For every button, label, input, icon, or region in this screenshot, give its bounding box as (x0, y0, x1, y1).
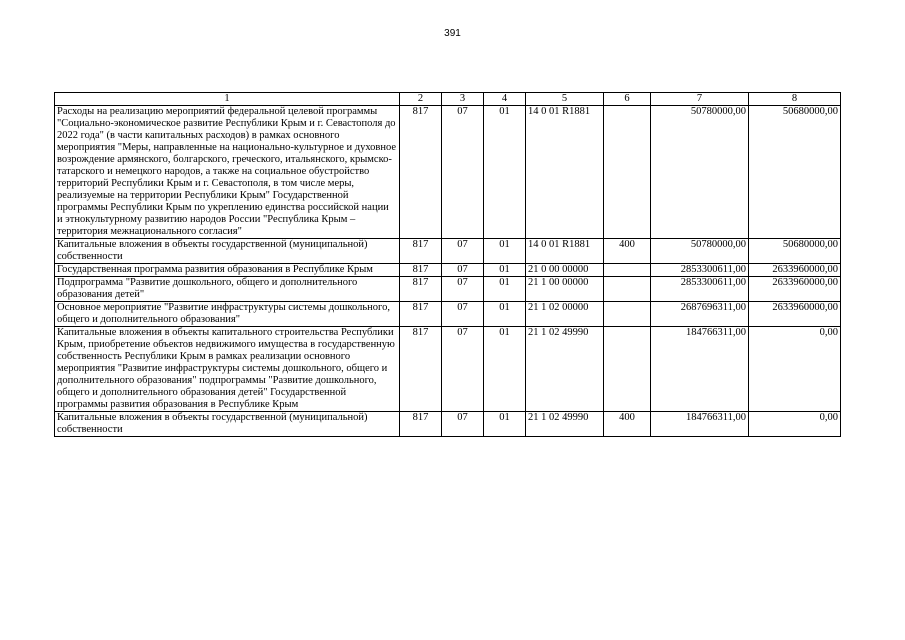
subsection-code: 01 (484, 239, 526, 264)
amount-year-2: 0,00 (749, 412, 841, 437)
amount-year-2: 2633960000,00 (749, 264, 841, 277)
amount-year-2: 2633960000,00 (749, 302, 841, 327)
header-cell: 2 (400, 93, 442, 106)
ministry-code: 817 (400, 106, 442, 239)
expense-type-code (604, 106, 651, 239)
amount-year-2: 2633960000,00 (749, 277, 841, 302)
expense-type-code: 400 (604, 412, 651, 437)
table-row (55, 106, 841, 239)
expense-type-code (604, 327, 651, 412)
amount-year-1: 50780000,00 (651, 106, 749, 239)
amount-year-2: 50680000,00 (749, 239, 841, 264)
target-article-code: 21 0 00 00000 (526, 264, 604, 277)
target-article-code: 14 0 01 R1881 (526, 239, 604, 264)
table-row (55, 264, 841, 277)
subsection-code: 01 (484, 277, 526, 302)
table-row (55, 277, 841, 302)
header-cell: 5 (526, 93, 604, 106)
row-description: Расходы на реализацию мероприятий федеральной целевой программы "Социально-экономическое развитие Республики Крым и г. Севастополя до 2022 года" (в части капитальных расходов) в рамках основного мероприятия "Меры, направленные на национально-культурное и духовное возрождение армянского, болгарского, греческого, итальянского, крымско-татарского и немецкого народов, а также на социальное обустройство территорий Республики Крым и г. Севастополя, в том числе меры, реализуемые на территории Республики Крым" Государственной программы Республики Крым по укреплению единства российской нации и этнокультурному развитию народов России "Республика Крым – территория межнационального согласия" (55, 106, 400, 239)
section-code: 07 (442, 106, 484, 239)
row-description: Подпрограмма "Развитие дошкольного, общего и дополнительного образования детей" (55, 277, 400, 302)
ministry-code: 817 (400, 302, 442, 327)
header-cell: 1 (55, 93, 400, 106)
amount-year-1: 2687696311,00 (651, 302, 749, 327)
header-cell: 7 (651, 93, 749, 106)
row-description: Капитальные вложения в объекты государственной (муниципальной) собственности (55, 412, 400, 437)
amount-year-1: 2853300611,00 (651, 277, 749, 302)
subsection-code: 01 (484, 264, 526, 277)
subsection-code: 01 (484, 302, 526, 327)
section-code: 07 (442, 239, 484, 264)
subsection-code: 01 (484, 327, 526, 412)
table-row (55, 302, 841, 327)
row-description: Капитальные вложения в объекты капитального строительства Республики Крым, приобретение объектов недвижимого имущества в государственную собственность Республики Крым в рамках реализации основного мероприятия "Развитие инфраструктуры системы дошкольного, общего и дополнительного образования" подпрограммы "Развитие дошкольного, общего и дополнительного образования детей" Государственной программы развития образования в Республике Крым (55, 327, 400, 412)
section-code: 07 (442, 277, 484, 302)
section-code: 07 (442, 264, 484, 277)
row-description: Капитальные вложения в объекты государственной (муниципальной) собственности (55, 239, 400, 264)
table-row (55, 412, 841, 437)
row-description: Государственная программа развития образования в Республике Крым (55, 264, 400, 277)
header-cell: 8 (749, 93, 841, 106)
section-code: 07 (442, 302, 484, 327)
amount-year-1: 50780000,00 (651, 239, 749, 264)
page-number: 391 (444, 28, 461, 39)
target-article-code: 21 1 02 49990 (526, 412, 604, 437)
header-cell: 6 (604, 93, 651, 106)
amount-year-2: 0,00 (749, 327, 841, 412)
subsection-code: 01 (484, 412, 526, 437)
table-row (55, 239, 841, 264)
budget-table (54, 92, 841, 437)
table-row (55, 327, 841, 412)
ministry-code: 817 (400, 264, 442, 277)
ministry-code: 817 (400, 277, 442, 302)
header-cell: 4 (484, 93, 526, 106)
header-row (55, 93, 841, 106)
row-description: Основное мероприятие "Развитие инфраструктуры системы дошкольного, общего и дополнительного образования" (55, 302, 400, 327)
section-code: 07 (442, 327, 484, 412)
target-article-code: 21 1 02 00000 (526, 302, 604, 327)
amount-year-1: 184766311,00 (651, 327, 749, 412)
target-article-code: 14 0 01 R1881 (526, 106, 604, 239)
expense-type-code: 400 (604, 239, 651, 264)
expense-type-code (604, 264, 651, 277)
subsection-code: 01 (484, 106, 526, 239)
header-cell: 3 (442, 93, 484, 106)
amount-year-1: 2853300611,00 (651, 264, 749, 277)
expense-type-code (604, 277, 651, 302)
ministry-code: 817 (400, 327, 442, 412)
ministry-code: 817 (400, 412, 442, 437)
target-article-code: 21 1 02 49990 (526, 327, 604, 412)
amount-year-1: 184766311,00 (651, 412, 749, 437)
expense-type-code (604, 302, 651, 327)
target-article-code: 21 1 00 00000 (526, 277, 604, 302)
amount-year-2: 50680000,00 (749, 106, 841, 239)
ministry-code: 817 (400, 239, 442, 264)
section-code: 07 (442, 412, 484, 437)
